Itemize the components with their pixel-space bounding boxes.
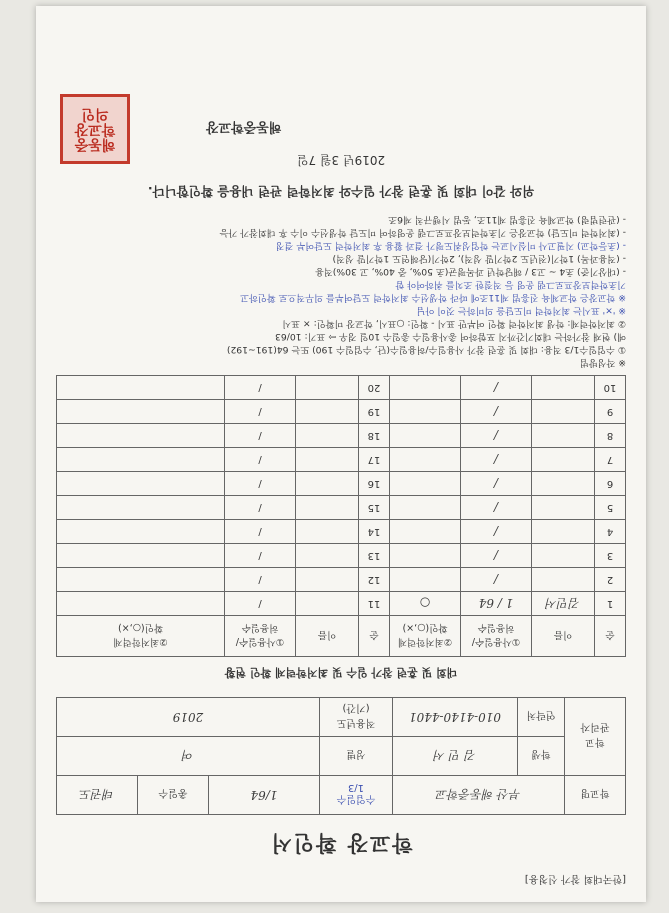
- row-used-days: /: [225, 496, 296, 520]
- row-number: 11: [359, 592, 390, 616]
- row-number: 8: [595, 424, 626, 448]
- col-header: 순: [359, 616, 390, 657]
- row-check: [57, 568, 225, 592]
- sport-value: 태권도: [57, 776, 138, 815]
- issue-date: 2019년 3월 7일: [296, 153, 386, 167]
- row-number: 19: [359, 400, 390, 424]
- row-name: [296, 520, 359, 544]
- row-check: [390, 472, 461, 496]
- row-number: 13: [359, 544, 390, 568]
- row-used-days: /: [225, 544, 296, 568]
- row-number: 18: [359, 424, 390, 448]
- col-header: 순: [595, 616, 626, 657]
- row-used-days: /: [461, 544, 532, 568]
- col-header: ②최저학력제 확인(○,×): [390, 616, 461, 657]
- row-check: [57, 472, 225, 496]
- table-row: [57, 592, 626, 616]
- row-used-days: /: [461, 376, 532, 400]
- row-number: 7: [595, 448, 626, 472]
- note-line: - (대상기준) 초4 ~ 고3 / 해당학년 과목평균(초 50%, 중 40%, 고 30%)적용: [315, 266, 626, 277]
- gender-value: 여: [57, 737, 320, 776]
- row-name: [532, 472, 595, 496]
- row-name: [532, 400, 595, 424]
- row-used-days: /: [461, 496, 532, 520]
- row-used-days: /: [225, 376, 296, 400]
- note-line: - (관련법령) 학교체육 진흥법 제11조, 동법 시행규칙 제6조: [388, 214, 626, 225]
- note-line: ② 최저학력제: 학생 최저학력 확인 여부만 표시 - 확인: ○표시, 학교장 미확인: × 표시: [282, 318, 626, 329]
- row-check: [390, 544, 461, 568]
- row-check: [390, 400, 461, 424]
- row-name: [296, 592, 359, 616]
- participation-header-row: [57, 616, 626, 657]
- note-line: - (최저학력 미도달) 학교장은 기초학력보장프로그램 운영하여 미도달 학생선수 이수 후 대회참가 가능: [219, 227, 626, 238]
- row-name: [532, 496, 595, 520]
- row-check: [390, 424, 461, 448]
- row-check: [57, 376, 225, 400]
- row-check: [57, 520, 225, 544]
- row-name: [532, 544, 595, 568]
- row-name: [532, 376, 595, 400]
- row-name: [296, 448, 359, 472]
- row-used-days: /: [461, 568, 532, 592]
- principal-line: [56, 106, 626, 153]
- row-used-days: /: [461, 448, 532, 472]
- row-name: [532, 520, 595, 544]
- col-header: ①사용일수/ 허용일수: [461, 616, 532, 657]
- student-name: 김 민 서: [393, 737, 518, 776]
- period-label: 적용년도 (기간): [320, 698, 393, 737]
- row-check: [57, 400, 225, 424]
- table-row: [57, 568, 626, 592]
- table-row: [57, 424, 626, 448]
- col-header: 이름: [532, 616, 595, 657]
- note-line: 기초학력보장프로그램 운영 등 적절한 조치를 취하여야 함: [395, 279, 626, 290]
- table-row: [57, 520, 626, 544]
- confirmation-statement: 위와 같이 대회 및 훈련 참가 일수와 최저학력 관련 내용을 확인합니다.: [147, 184, 535, 199]
- row-number: 6: [595, 472, 626, 496]
- col-header: 이름: [296, 616, 359, 657]
- contact-label: 연락처: [518, 698, 565, 737]
- principal-name: 해동중학교장: [206, 119, 282, 134]
- table-row: [57, 544, 626, 568]
- row-check: [390, 568, 461, 592]
- row-used-days: /: [225, 424, 296, 448]
- total-days-value: 1/64: [209, 776, 320, 815]
- note-line: 예) 현재 참가하는 대회기간까지 포함하여 총사용일수 총일수 10일 경우 ⇨ 표기: 10/63: [275, 331, 626, 342]
- row-number: 5: [595, 496, 626, 520]
- note-line: - (초등학교) 지필고사 미실시교는 학업성취도평가 결과 활용 후 최저학력 도달여부 결정: [275, 240, 626, 251]
- table-row: [57, 472, 626, 496]
- col-header: ①사용일수/ 허용일수: [225, 616, 296, 657]
- row-used-days: /: [461, 400, 532, 424]
- notes-section: [56, 213, 626, 369]
- row-number: 9: [595, 400, 626, 424]
- contact-value: 010-4140-4401: [393, 698, 518, 737]
- school-info-table: [56, 697, 626, 815]
- total-days-label: 총일수: [138, 776, 209, 815]
- row-number: 12: [359, 568, 390, 592]
- row-name: [532, 424, 595, 448]
- row-used-days: /: [225, 520, 296, 544]
- document-body: [56, 106, 626, 888]
- school-name: 부산 해동중학교: [393, 776, 565, 815]
- row-used-days: /: [225, 400, 296, 424]
- row-check: [390, 376, 461, 400]
- form-label: [한국대회 참가 신청용]: [524, 873, 626, 884]
- document-sheet: [36, 6, 646, 902]
- col-header: ②최저학력제 확인(○,×): [57, 616, 225, 657]
- row-check: [57, 424, 225, 448]
- row-used-days: 1 / 64: [461, 592, 532, 616]
- row-used-days: /: [225, 568, 296, 592]
- student-label: 학생: [518, 737, 565, 776]
- seal-text: 해동중 학교장 의인: [74, 106, 116, 153]
- row-used-days: /: [225, 472, 296, 496]
- row-number: 15: [359, 496, 390, 520]
- row-name: [296, 376, 359, 400]
- row-check: [390, 520, 461, 544]
- row-number: 16: [359, 472, 390, 496]
- row-name: [296, 400, 359, 424]
- session-value: 1/3: [347, 782, 365, 793]
- row-check: ○: [390, 592, 461, 616]
- notes-heading: ※ 작성방법: [579, 357, 626, 368]
- row-name: [296, 568, 359, 592]
- row-number: 10: [595, 376, 626, 400]
- table-row: [57, 376, 626, 400]
- row-check: [390, 496, 461, 520]
- table-row: [57, 496, 626, 520]
- row-number: 14: [359, 520, 390, 544]
- row-check: [390, 448, 461, 472]
- row-used-days: /: [461, 472, 532, 496]
- participation-table: [56, 375, 626, 657]
- row-used-days: /: [461, 520, 532, 544]
- row-number: 17: [359, 448, 390, 472]
- table-row: [57, 400, 626, 424]
- row-number: 3: [595, 544, 626, 568]
- participation-rows: [57, 376, 626, 616]
- row-check: [57, 496, 225, 520]
- row-name: [532, 448, 595, 472]
- row-name: [296, 472, 359, 496]
- row-used-days: /: [225, 448, 296, 472]
- gender-label: 성별: [320, 737, 393, 776]
- note-line: - (적용과목) 1학기(전년도 2학기말 성적), 2학기(당해연도 1학기말 성적): [332, 253, 626, 264]
- row-number: 4: [595, 520, 626, 544]
- row-check: [57, 592, 225, 616]
- note-line: ※ '×' 표시는 최저학력 미도달을 의미하는 것이 아님: [416, 305, 626, 316]
- row-name: [296, 424, 359, 448]
- row-number: 2: [595, 568, 626, 592]
- period-value: 2019: [57, 698, 320, 737]
- session-label: 수업일수: [336, 793, 376, 804]
- row-name: 김민서: [532, 592, 595, 616]
- row-used-days: /: [225, 592, 296, 616]
- row-used-days: /: [461, 424, 532, 448]
- session-cell: [320, 776, 393, 815]
- row-number: 1: [595, 592, 626, 616]
- school-label: 학교명: [565, 776, 626, 815]
- row-name: [296, 496, 359, 520]
- row-name: [532, 568, 595, 592]
- note-line: ※ 학교장은 학교체육 진흥법 제11조에 따라 학생선수 최저학력 도달여부를 의무적으로 확인하고: [240, 292, 626, 303]
- note-line: ① 수업일수1/3 적용: 대회 및 훈련 참가 사용일수/허용일수(단, 수업일수 190) 또는 64(191~192): [226, 344, 626, 355]
- official-seal: [60, 94, 130, 164]
- row-name: [296, 544, 359, 568]
- row-number: 20: [359, 376, 390, 400]
- section-title: 대회 및 훈련 참가 일수 및 최저학력제 확인 현황: [224, 666, 458, 679]
- row-check: [57, 448, 225, 472]
- document-title: 학교장 확인서: [269, 831, 413, 855]
- grade-label: 학교 관리자: [565, 698, 626, 776]
- row-check: [57, 544, 225, 568]
- table-row: [57, 448, 626, 472]
